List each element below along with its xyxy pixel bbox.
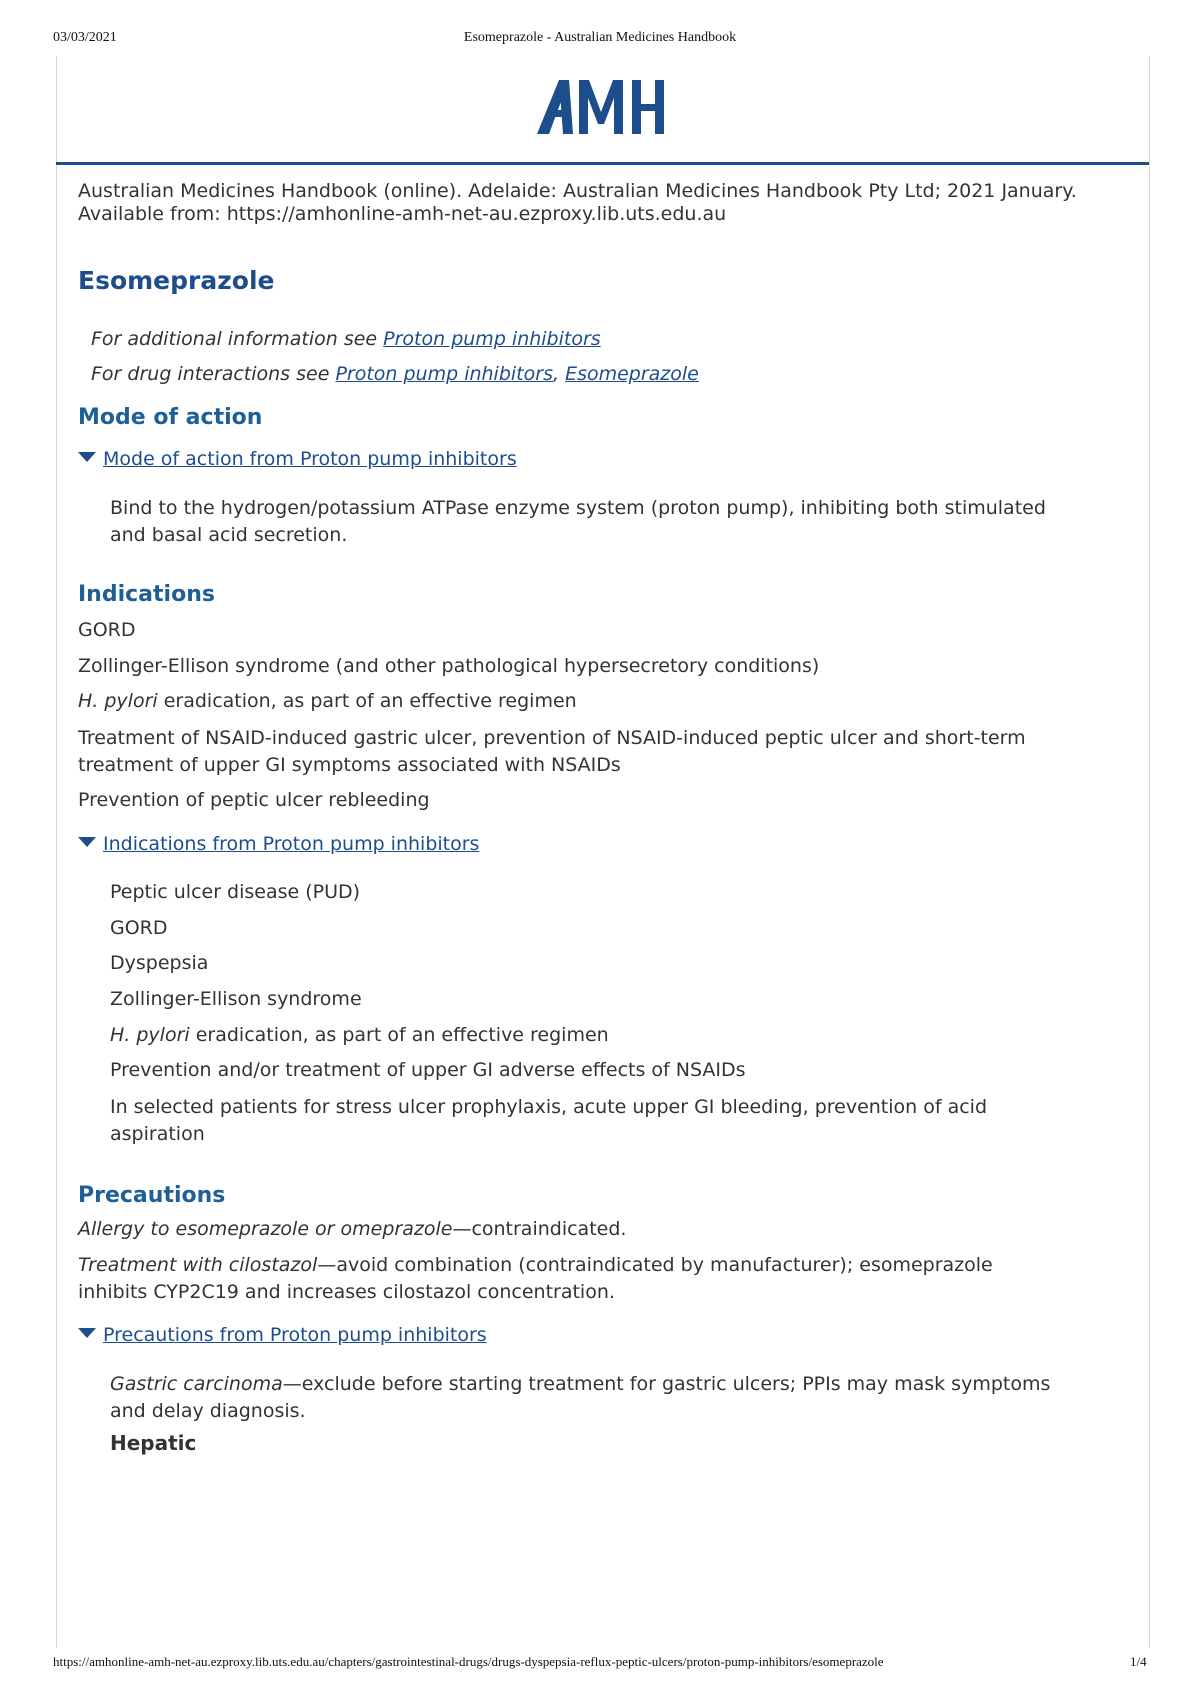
logo-text: AMH: [537, 76, 540, 77]
ppi-indication-item: Zollinger-Ellison syndrome: [110, 988, 362, 1010]
indication-line: Treatment of NSAID-induced gastric ulcer, prevention of NSAID-induced peptic ulcer and short-term: [78, 727, 1026, 749]
subheading-hepatic: Hepatic: [110, 1431, 197, 1455]
toggle-mode-of-action-ppi[interactable]: [78, 448, 517, 470]
h-pylori-text: H. pylori: [110, 1024, 190, 1046]
additional-info-prefix: For additional information see: [91, 328, 384, 350]
ppi-indication-item: GORD: [110, 917, 168, 939]
caret-down-icon: [78, 1328, 96, 1338]
drug-interactions-prefix: For drug interactions see: [91, 363, 336, 385]
amh-logo: [537, 76, 667, 142]
toggle-label[interactable]: Mode of action from Proton pump inhibitors: [103, 448, 517, 470]
indication-item: [78, 725, 1078, 779]
mode-line-2: and basal acid secretion.: [110, 524, 348, 546]
print-url: https://amhonline-amh-net-au.ezproxy.lib.uts.edu.au/chapters/gastrointestinal-drugs/drugs-dyspepsia-reflux-peptic-ulcers/proton-pump-inhibitors/esomeprazole: [53, 1654, 884, 1669]
indication-line: In selected patients for stress ulcer prophylaxis, acute upper GI bleeding, prevention of acid: [110, 1096, 988, 1118]
toggle-label[interactable]: Precautions from Proton pump inhibitors: [103, 1324, 487, 1346]
precaution-rest: —contraindicated.: [452, 1218, 627, 1240]
link-interactions-esomeprazole[interactable]: Esomeprazole: [565, 363, 699, 385]
mode-of-action-text: [110, 495, 1100, 549]
link-interactions-ppi[interactable]: Proton pump inhibitors: [335, 363, 553, 385]
indication-item: Prevention of peptic ulcer rebleeding: [78, 789, 430, 811]
ppi-indication-item: Dyspepsia: [110, 952, 209, 974]
additional-info-line: [91, 328, 601, 350]
toggle-indications-ppi[interactable]: [78, 833, 479, 855]
precaution-item: [78, 1216, 1078, 1243]
indication-rest: eradication, as part of an effective regimen: [157, 690, 577, 712]
h-pylori-text: H. pylori: [78, 690, 158, 712]
logo-bar: [56, 56, 1149, 165]
indication-rest: eradication, as part of an effective regimen: [189, 1024, 609, 1046]
ppi-indication-item: [110, 1022, 1100, 1049]
precaution-term: Allergy to esomeprazole or omeprazole: [78, 1218, 453, 1240]
print-header: [0, 30, 1200, 50]
heading-mode-of-action: Mode of action: [78, 405, 263, 430]
print-date: 03/03/2021: [53, 30, 117, 45]
caret-down-icon: [78, 837, 96, 847]
toggle-precautions-ppi[interactable]: [78, 1324, 487, 1346]
print-footer: [0, 1654, 1200, 1674]
page-title: Esomeprazole: [78, 266, 275, 295]
ppi-indication-item: Peptic ulcer disease (PUD): [110, 881, 361, 903]
print-title: Esomeprazole - Australian Medicines Handbook: [463, 30, 737, 45]
link-proton-pump-inhibitors[interactable]: Proton pump inhibitors: [383, 328, 601, 350]
caret-down-icon: [78, 452, 96, 462]
separator: ,: [552, 363, 566, 385]
precaution-line: inhibits CYP2C19 and increases cilostazol concentration.: [78, 1281, 615, 1303]
citation: Australian Medicines Handbook (online). Adelaide: Australian Medicines Handbook Pty Ltd; 2021 January. Available from: https://amhonline-amh-net-au.ezproxy.lib.uts.edu.au: [78, 180, 1077, 225]
precaution-rest: —avoid combination (contraindicated by manufacturer); esomeprazole: [317, 1254, 993, 1276]
precaution-term: Gastric carcinoma: [110, 1373, 283, 1395]
indication-item: GORD: [78, 619, 136, 641]
precaution-line: and delay diagnosis.: [110, 1400, 306, 1422]
precaution-term: Treatment with cilostazol: [78, 1254, 318, 1276]
ppi-precaution-item: [110, 1371, 1100, 1425]
indication-line: aspiration: [110, 1123, 205, 1145]
indication-item: [78, 688, 1078, 715]
drug-interactions-line: [91, 363, 699, 385]
page-number: 1/4: [1130, 1654, 1147, 1669]
heading-precautions: Precautions: [78, 1183, 226, 1208]
main-content: [78, 180, 1128, 1455]
indication-item: Zollinger-Ellison syndrome (and other pathological hypersecretory conditions): [78, 655, 820, 677]
mode-line-1: Bind to the hydrogen/potassium ATPase enzyme system (proton pump), inhibiting both stimulated: [110, 497, 1046, 519]
ppi-indication-item: [110, 1094, 1100, 1148]
indication-line: treatment of upper GI symptoms associated with NSAIDs: [78, 754, 621, 776]
ppi-indication-item: Prevention and/or treatment of upper GI adverse effects of NSAIDs: [110, 1059, 746, 1081]
toggle-label[interactable]: Indications from Proton pump inhibitors: [103, 833, 480, 855]
precaution-rest: —exclude before starting treatment for gastric ulcers; PPIs may mask symptoms: [282, 1373, 1051, 1395]
precaution-item: [78, 1252, 1078, 1306]
heading-indications: Indications: [78, 582, 215, 607]
